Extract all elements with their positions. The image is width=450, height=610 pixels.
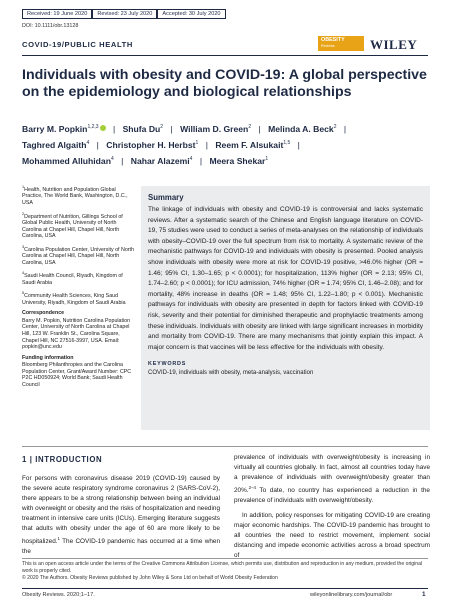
header-divider <box>22 55 428 56</box>
journal-citation: Obesity Reviews. 2020;1–17. <box>22 592 95 598</box>
body-text: For persons with coronavirus disease 2019 (COVID-19) caused by the severe acute respiratory syndrome coronavirus 2 (SARS-CoV-2), there appears to be a strong relationship between being an individual with overweight or obesity and the risks of hospitalization and needing treatment in intensive care units (ICUs). Emerging literature suggests that adults with obesity under the age of 60 are more likely to be hospitalized. <box>22 475 220 546</box>
doi[interactable]: DOI: 10.1111/obr.13128 <box>22 23 79 29</box>
author-affiliation-mark: 4 <box>86 140 90 147</box>
affiliation-text: Carolina Population Center, University of North Carolina at Chapel Hill, Chapel Hill, North Carolina, USA <box>22 246 134 266</box>
affiliation <box>22 290 134 306</box>
author-affiliation-mark: 4 <box>110 156 114 163</box>
body-paragraph <box>234 453 430 506</box>
body-text: prevalence of individuals with overweight/obesity is increasing in virtually all countries globally. In fact, almost all countries today have a prevalence of individuals with overweight/obesity greater than 20%. <box>234 454 430 495</box>
copyright-text: © 2020 The Authors. Obesity Reviews published by John Wiley & Sons Ltd on behalf of World Obesity Federation <box>22 575 278 581</box>
author[interactable]: Reem F. Alsukait <box>215 140 284 150</box>
author-separator: | <box>121 156 124 166</box>
keywords-text: COVID-19, individuals with obesity, meta-analysis, vaccination <box>148 370 314 377</box>
body-text: The COVID-19 pandemic has occurred at a time when the <box>22 538 220 556</box>
author-separator: | <box>343 124 347 134</box>
affiliation <box>22 270 134 286</box>
article-title: Individuals with obesity and COVID-19: A global perspective on the epidemiology and biological relationships <box>22 67 427 100</box>
author-separator: | <box>205 140 208 150</box>
author-affiliation-mark: 1 <box>265 156 269 163</box>
summary-box <box>141 186 430 430</box>
revised-date: Revised: 23 July 2020 <box>92 9 157 19</box>
section-divider <box>22 446 428 447</box>
page-number: 1 <box>422 591 426 598</box>
author-affiliation-mark: 1,2,3 <box>87 124 99 131</box>
author-separator: | <box>199 156 203 166</box>
funding-heading: Funding information <box>22 354 74 361</box>
author-affiliation-mark: 2 <box>248 124 252 131</box>
author[interactable]: Christopher H. Herbst <box>106 140 196 150</box>
funding-text: Bloomberg Philanthropies and the Carolina Population Center, Grant/Award Number: CPC P2C HD050924; World Bank; Saudi Health Council <box>22 362 132 389</box>
author-affiliation-mark: 1 <box>195 140 199 147</box>
author-line-1 <box>22 124 432 140</box>
correspondence-text: Barry M. Popkin, Nutrition Carolina Population Center, University of North Carolina at Chapel Hill, 123 W. Franklin St., Carolina Square, Chapel Hill, NC 27516-3997, USA. Email: popkin@unc.edu <box>22 317 131 351</box>
affiliation-mark: 2 <box>22 211 25 216</box>
body-paragraph: In addition, policy responses for mitigating COVID-19 are creating major economic hardships. The COVID-19 pandemic has brought to all countries the need to restrict movement, implement social distancing and impede economic activities across a broad spectrum of <box>234 512 430 560</box>
affiliations-sidebar <box>22 184 134 393</box>
author-separator: | <box>112 124 116 134</box>
author-affiliation-mark: 2 <box>333 124 337 131</box>
publisher-logo: WILEY <box>370 37 418 52</box>
summary-heading: Summary <box>148 193 184 202</box>
citation-ref[interactable]: 1 <box>57 536 60 541</box>
summary-text: The linkage of individuals with obesity and COVID-19 is controversial and lacks systematic reviews. After a systematic search of the Chinese and English language literature on COVID-19, 75 studies were used to conduct a series of meta-analyses on the relationship of individuals with obesity–COVID-19 over the full spectrum from risk to mortality. A systematic review of the mechanistic pathways for COVID-19 and individuals with obesity is presented. Pooled analysis show individuals with obesity were more at risk for COVID-19 positive, >46.0% higher (OR = 1.46; 95% CI, 1.30–1.65; p < 0.0001); for hospitalization, 113% higher (OR = 2.13; 95% CI, 1.74–2.60; p < 0.0001); for ICU admission, 74% higher (OR = 1.74; 95% CI, 1.46–2.08); and for mortality, 48% increase in deaths (OR = 1.48; 95% CI, 1.22–1.80; p < 0.001). Mechanistic pathways for individuals with obesity are presented in depth for factors linked with COVID-19 risk, severity and their potential for diminished therapeutic and prophylactic treatments among these individuals. Individuals with obesity are linked with large significant increases in morbidity and mortality from COVID-19. There are many mechanisms that jointly explain this impact. A major concern is that vaccines will be less effective for the individuals with obesity. <box>148 206 423 351</box>
affiliation-mark: 1 <box>22 185 25 189</box>
license-text: This is an open access article under the terms of the Creative Commons Attribution License, which permits use, distribution and reproduction in any medium, provided the original work is properly cited. <box>22 561 423 574</box>
author-affiliation-mark: 1,5 <box>283 140 291 147</box>
author[interactable]: Barry M. Popkin <box>22 124 88 134</box>
body-column-left <box>22 474 220 557</box>
affiliation-text: Health, Nutrition and Population Global Practice, The World Bank, Washington, D.C., USA <box>22 186 128 206</box>
author-separator: | <box>258 124 261 134</box>
footer-divider <box>22 558 428 559</box>
introduction-heading: 1 | INTRODUCTION <box>22 455 103 464</box>
journal-website-link[interactable]: wileyonlinelibrary.com/journal/obr <box>310 592 393 598</box>
author-line-3 <box>22 156 432 172</box>
author-affiliation-mark: 4 <box>189 156 193 163</box>
author[interactable]: Taghred Algaith <box>22 140 87 150</box>
author-list <box>22 124 432 172</box>
affiliation-mark: 4 <box>22 271 25 276</box>
author[interactable]: Shufa Du <box>122 124 161 134</box>
journal-logo <box>318 36 364 51</box>
affiliation-text: Community Health Sciences, King Saud University, Riyadh, Kingdom of Saudi Arabia <box>22 292 126 306</box>
journal-logo-text: OBESITY <box>321 37 345 43</box>
footer-rule <box>22 588 428 589</box>
correspondence-heading: Correspondence <box>22 310 65 317</box>
author[interactable]: Nahar Alazemi <box>130 156 190 166</box>
affiliation <box>22 244 134 267</box>
author[interactable]: William D. Green <box>180 124 249 134</box>
body-text: To date, no country has experienced a reduction in the prevalence of individuals with overweight/obesity. <box>234 487 430 505</box>
license-notice <box>22 561 428 582</box>
orcid-icon[interactable] <box>100 125 106 131</box>
author-affiliation-mark: 2 <box>160 124 164 131</box>
author-separator: | <box>170 124 173 134</box>
affiliation-mark: 5 <box>22 291 25 296</box>
accepted-date: Accepted: 30 July 2020 <box>157 9 225 19</box>
received-date: Received: 19 June 2020 <box>22 9 92 19</box>
author-separator: | <box>297 140 300 150</box>
affiliation-text: Saudi Health Council, Riyadh, Kingdom of Saudi Arabia <box>22 273 123 286</box>
affiliation-text: Department of Nutrition, Gillings School of Global Public Health, University of North Carolina at Chapel Hill, Chapel Hill, North Carolina, USA <box>22 213 123 240</box>
citation-ref[interactable]: 2–4 <box>248 485 256 490</box>
author[interactable]: Melinda A. Beck <box>268 124 334 134</box>
affiliation-mark: 3 <box>22 244 25 249</box>
journal-logo-subtext: Reviews <box>321 43 335 48</box>
affiliation <box>22 184 134 207</box>
section-label: COVID-19/PUBLIC HEALTH <box>22 40 133 49</box>
author-separator: | <box>96 140 99 150</box>
body-column-right <box>234 453 430 561</box>
author[interactable]: Mohammed Alluhidan <box>22 156 111 166</box>
keywords-heading: KEYWORDS <box>148 361 187 368</box>
article-dates <box>22 9 226 19</box>
author[interactable]: Meera Shekar <box>209 156 266 166</box>
affiliation <box>22 211 134 240</box>
author-line-2 <box>22 140 432 156</box>
